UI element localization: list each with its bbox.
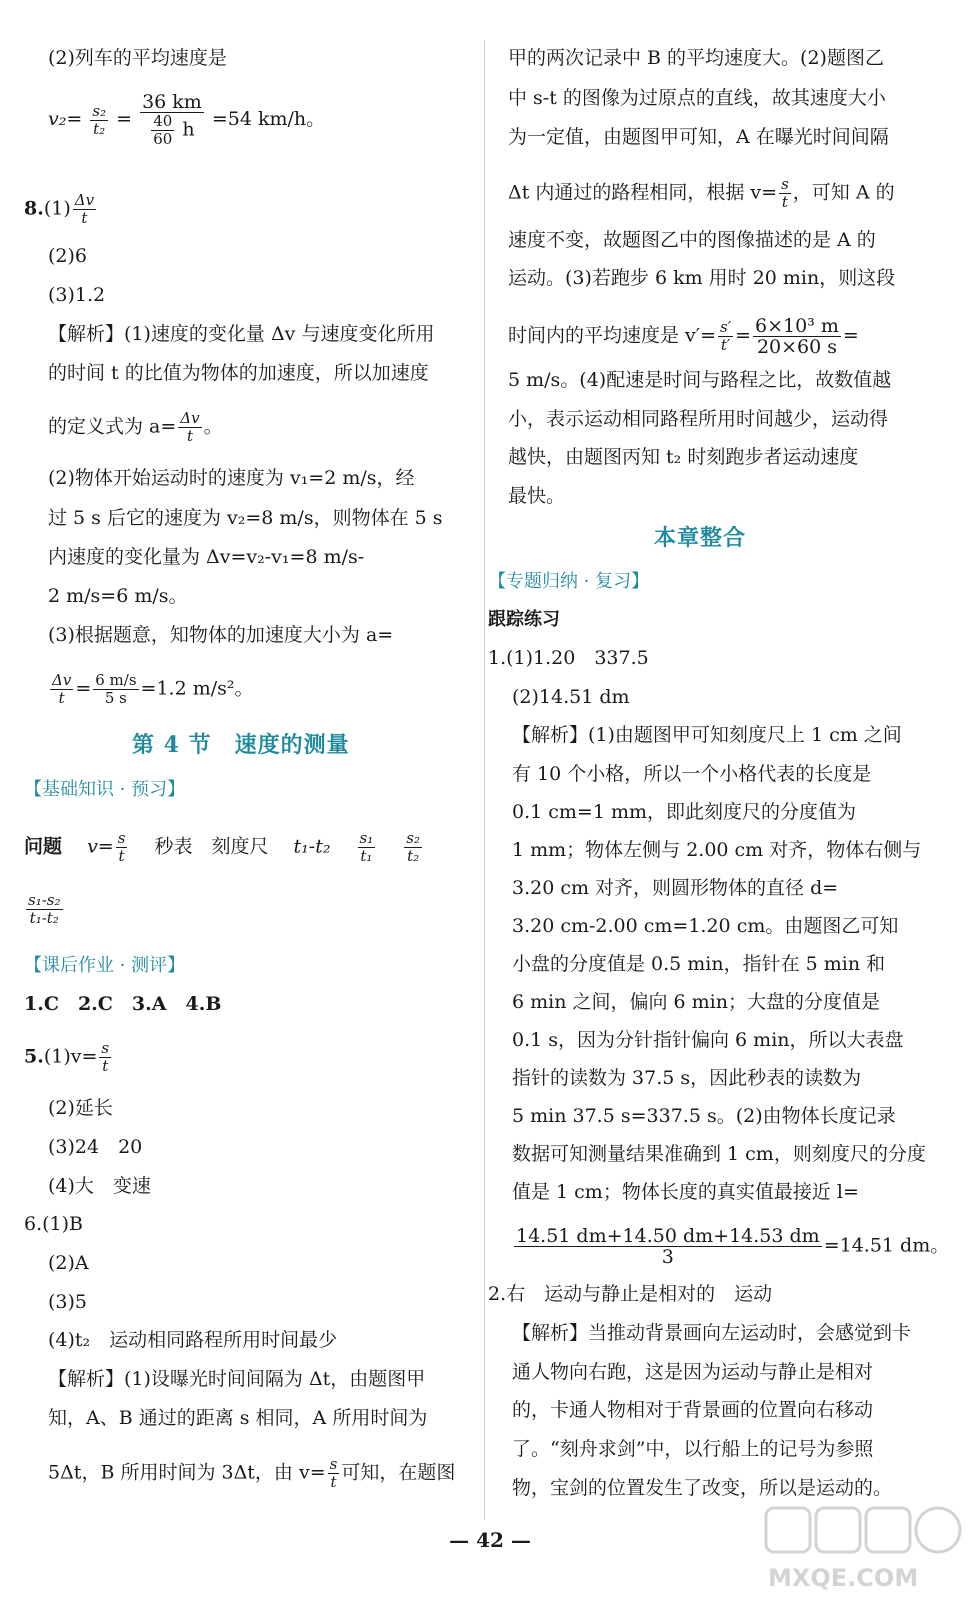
question-answers: 问题 v= $\frac{s}{t}$ 秒表 刻度尺 t₁-t₂ $\frac{\text{s₁}}{\text{t₁}}$ $\frac{\text{s₂}}{\text{t₂}}$ bbox=[24, 829, 420, 865]
q6-analysis-line: 5Δt，B 所用时间为 3Δt，由 v= $\frac{s}{t}$ 可知，在题图 bbox=[48, 1455, 456, 1491]
q8-analysis-line: (3)根据题意，知物体的加速度大小为 a= bbox=[48, 624, 394, 646]
column-divider bbox=[484, 40, 485, 1520]
analysis-line: 越快，由题图丙知 t₂ 时刻跑步者运动速度 bbox=[508, 446, 859, 468]
a1-analysis-line: 6 min 之间，偏向 6 min；大盘的分度值是 bbox=[512, 991, 880, 1013]
q8-analysis-line: 内速度的变化量为 Δv=v₂-v₁=8 m/s- bbox=[48, 546, 365, 568]
fraction: $\frac{40}{60}$ bbox=[153, 112, 173, 148]
a1-analysis-line: 3.20 cm 对齐，则圆形物体的直径 d= bbox=[512, 877, 839, 899]
chapter-title: 本章整合 bbox=[654, 525, 747, 551]
fraction: $\frac{\text{s₁-s₂}}{\text{t₁-t₂}}$ bbox=[28, 891, 61, 927]
fraction: $\frac{14.51 dm+14.50 dm+14.53 dm}{3}$ bbox=[516, 1225, 820, 1268]
a2-1: 2.右 运动与静止是相对的 运动 bbox=[488, 1283, 773, 1305]
q5-2: (2)延长 bbox=[48, 1097, 113, 1119]
q5-3: (3)24 20 bbox=[48, 1136, 143, 1158]
fraction: $\frac{s}{t}$ bbox=[329, 1455, 338, 1491]
q6-2: (2)A bbox=[48, 1252, 89, 1274]
fraction: $\frac{s}{t}$ bbox=[117, 829, 126, 865]
analysis-line: 小，表示运动相同路程所用时间越少，运动得 bbox=[508, 408, 889, 430]
q8-1: 8.(1) $\frac{\Delta v}{t}$ bbox=[24, 191, 95, 227]
fraction: $\frac{s}{t}$ bbox=[101, 1039, 110, 1075]
q7-2-label: (2)列车的平均速度是 bbox=[48, 47, 227, 69]
mc-answers: 1.C 2.C 3.A 4.B bbox=[24, 993, 222, 1015]
a1-analysis-line: 指针的读数为 37.5 s，因此秒表的读数为 bbox=[512, 1067, 862, 1089]
tag-basic-knowledge: 【基础知识 · 预习】 bbox=[24, 779, 186, 800]
q8-analysis-line: 2 m/s=6 m/s。 bbox=[48, 585, 188, 607]
a1-analysis-line: 有 10 个小格，所以一个小格代表的长度是 bbox=[512, 763, 872, 785]
q8-3: (3)1.2 bbox=[48, 284, 106, 306]
q8-analysis-line: 【解析】(1)速度的变化量 Δv 与速度变化所用 bbox=[48, 323, 435, 345]
q6-4: (4)t₂ 运动相同路程所用时间最少 bbox=[48, 1329, 338, 1351]
question-answers-cont bbox=[24, 892, 65, 927]
a1-analysis-line: 【解析】(1)由题图甲可知刻度尺上 1 cm 之间 bbox=[512, 724, 902, 746]
practice-subtitle: 跟踪练习 bbox=[488, 609, 560, 630]
q6-1: 6.(1)B bbox=[24, 1213, 84, 1235]
fraction: 36 km $\frac{40}{60}$ h bbox=[142, 91, 202, 148]
analysis-line: 5 m/s。(4)配速是时间与路程之比，故数值越 bbox=[508, 369, 892, 391]
tag-review: 【专题归纳 · 复习】 bbox=[488, 571, 650, 592]
fraction: $\frac{s'}{t'}$ bbox=[720, 318, 732, 354]
fraction: $\frac{\Delta v}{t}$ bbox=[74, 191, 95, 227]
fraction: $\frac{\text{6×10³ m}}{20\times 60 s}$ bbox=[755, 315, 839, 358]
fraction: $\frac{\text{s₁}}{\text{t₁}}$ bbox=[359, 829, 374, 865]
analysis-line: 速度不变，故题图乙中的图像描述的是 A 的 bbox=[508, 229, 876, 251]
q6-analysis-line: 知，A、B 通过的距离 s 相同，A 所用时间为 bbox=[48, 1407, 428, 1429]
analysis-line: 时间内的平均速度是 v′= $\frac{s'}{t'}$ = $\frac{\text{6×10³ m}}{20\times 60 s}$ = bbox=[508, 315, 859, 358]
fraction: $\frac{\Delta v}{t}$ bbox=[180, 409, 200, 445]
fraction: $\frac{\text{s₂}}{\text{t₂}}$ bbox=[92, 101, 107, 138]
q8-analysis-line: 的时间 t 的比值为物体的加速度，所以加速度 bbox=[48, 362, 429, 384]
a2-analysis-line: 通人物向右跑，这是因为运动与静止是相对 bbox=[512, 1361, 874, 1383]
fraction: $\frac{s}{t}$ bbox=[781, 175, 789, 211]
analysis-line: 最快。 bbox=[508, 485, 566, 507]
fraction: $\frac{\Delta v}{t}$ bbox=[52, 671, 72, 707]
analysis-line: 甲的两次记录中 B 的平均速度大。(2)题图乙 bbox=[508, 47, 884, 69]
a1-analysis-line: 0.1 cm=1 mm，即此刻度尺的分度值为 bbox=[512, 801, 856, 823]
analysis-line: 中 s-t 的图像为过原点的直线，故其速度大小 bbox=[508, 87, 886, 109]
a2-analysis-line: 【解析】当推动背景画向左运动时，会感觉到卡 bbox=[512, 1322, 912, 1344]
a1-analysis-line: 小盘的分度值是 0.5 min，指针在 5 min 和 bbox=[512, 953, 886, 975]
a1-analysis-line: 3.20 cm-2.00 cm=1.20 cm。由题图乙可知 bbox=[512, 915, 899, 937]
q8-2: (2)6 bbox=[48, 245, 88, 267]
q6-3: (3)5 bbox=[48, 1291, 88, 1313]
fraction: $\frac{\text{s₂}}{\text{t₂}}$ bbox=[406, 829, 420, 865]
q8-analysis-line: (2)物体开始运动时的速度为 v₁=2 m/s，经 bbox=[48, 467, 415, 489]
analysis-line: Δt 内通过的路程相同，根据 v= $\frac{s}{t}$ ，可知 A 的 bbox=[508, 175, 895, 211]
q8-analysis-line: $\frac{\Delta v}{t}$ = $\frac{6 m/s}{5 s}$ =1.2 m/s²。 bbox=[52, 671, 254, 707]
a2-analysis-line: 了。“刻舟求剑”中，以行船上的记号为参照 bbox=[512, 1438, 874, 1460]
a1-analysis-line: 值是 1 cm；物体长度的真实值最接近 l= bbox=[512, 1181, 859, 1203]
q5-4: (4)大 变速 bbox=[48, 1175, 151, 1197]
q7-equation: v₂= $\frac{\text{s₂}}{\text{t₂}}$ = 36 km $\frac{40}{60}$ h =54 km/h。 bbox=[48, 91, 326, 148]
a2-analysis-line: 的，卡通人物相对于背景画的位置向右移动 bbox=[512, 1399, 874, 1421]
q6-analysis-line: 【解析】(1)设曝光时间间隔为 Δt，由题图甲 bbox=[48, 1368, 426, 1390]
a1-analysis-line: $\frac{14.51 dm+14.50 dm+14.53 dm}{3}$ =14.51 dm。 bbox=[516, 1225, 950, 1268]
a1-analysis-line: 0.1 s，因为分针指针偏向 6 min，所以大表盘 bbox=[512, 1029, 904, 1051]
section-title: 第 4 节 速度的测量 bbox=[132, 732, 350, 758]
analysis-line: 为一定值，由题图甲可知，A 在曝光时间间隔 bbox=[508, 126, 889, 148]
watermark-logo bbox=[760, 1500, 970, 1596]
analysis-line: 运动。(3)若跑步 6 km 用时 20 min，则这段 bbox=[508, 267, 896, 289]
fraction: $\frac{6 m/s}{5 s}$ bbox=[95, 671, 137, 707]
a1-analysis-line: 数据可知测量结果准确到 1 cm，则刻度尺的分度 bbox=[512, 1143, 926, 1165]
a1-2: (2)14.51 dm bbox=[512, 686, 630, 708]
q8-analysis-line: 过 5 s 后它的速度为 v₂=8 m/s，则物体在 5 s bbox=[48, 507, 443, 529]
a1-analysis-line: 5 min 37.5 s=337.5 s。(2)由物体长度记录 bbox=[512, 1105, 896, 1127]
q5-1: 5.(1)v= $\frac{s}{t}$ bbox=[24, 1039, 110, 1075]
a1-1: 1.(1)1.20 337.5 bbox=[488, 647, 649, 669]
page-number: — 42 — bbox=[449, 1528, 531, 1552]
q8-analysis-line: 的定义式为 a= $\frac{\Delta v}{t}$ 。 bbox=[48, 409, 223, 445]
watermark-text: MXQE.COM bbox=[768, 1564, 919, 1592]
tag-homework: 【课后作业 · 测评】 bbox=[24, 955, 186, 976]
a2-analysis-line: 物，宝剑的位置发生了改变，所以是运动的。 bbox=[512, 1477, 893, 1499]
a1-analysis-line: 1 mm；物体左侧与 2.00 cm 对齐，物体右侧与 bbox=[512, 839, 922, 861]
